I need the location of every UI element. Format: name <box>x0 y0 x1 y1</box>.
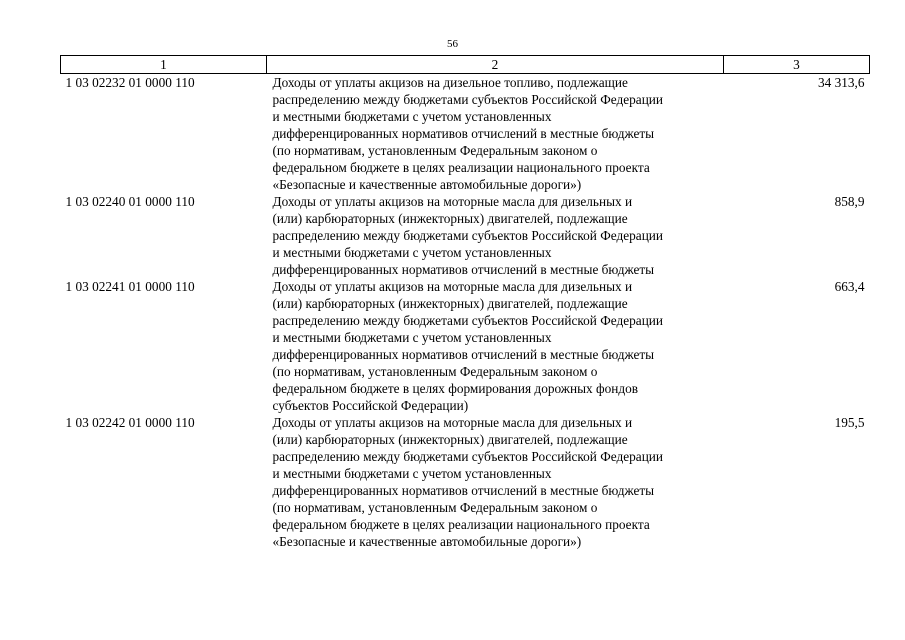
description-line: дифференцированных нормативов отчислений в местные бюджеты <box>272 483 655 498</box>
description-line: «Безопасные и качественные автомобильные дороги») <box>272 177 582 192</box>
description-line: распределению между бюджетами субъектов Российской Федерации <box>272 228 664 243</box>
revenue-code: 1 03 02240 01 0000 110 <box>65 194 195 209</box>
table-row <box>61 278 870 414</box>
budget-revenue-table <box>60 55 870 550</box>
revenue-amount: 195,5 <box>834 415 865 430</box>
description-line: и местными бюджетами с учетом установленных <box>272 109 552 124</box>
description-line: дифференцированных нормативов отчислений в местные бюджеты <box>272 126 655 141</box>
description-line: распределению между бюджетами субъектов Российской Федерации <box>272 313 664 328</box>
description-line: (или) карбюраторных (инжекторных) двигателей, подлежащие <box>272 432 628 447</box>
table-header-row <box>61 56 870 74</box>
description-line: субъектов Российской Федерации) <box>272 398 469 413</box>
description-line: Доходы от уплаты акцизов на моторные масла для дизельных и <box>272 279 633 294</box>
description-line: (по нормативам, установленным Федеральным законом о <box>272 500 598 515</box>
column-header-amount: 3 <box>724 56 870 74</box>
revenue-code: 1 03 02242 01 0000 110 <box>65 415 195 430</box>
description-line: распределению между бюджетами субъектов Российской Федерации <box>272 449 664 464</box>
description-line: «Безопасные и качественные автомобильные дороги») <box>272 534 582 549</box>
table-row <box>61 74 870 194</box>
revenue-amount: 34 313,6 <box>817 75 865 90</box>
description-line: дифференцированных нормативов отчислений в местные бюджеты <box>272 347 655 362</box>
revenue-description <box>267 74 724 194</box>
description-line: распределению между бюджетами субъектов Российской Федерации <box>272 92 664 107</box>
revenue-description <box>267 414 724 550</box>
table-row <box>61 414 870 550</box>
description-line: дифференцированных нормативов отчислений в местные бюджеты <box>272 262 655 277</box>
column-header-description: 2 <box>267 56 724 74</box>
description-line: Доходы от уплаты акцизов на дизельное топливо, подлежащие <box>272 75 628 90</box>
description-line: Доходы от уплаты акцизов на моторные масла для дизельных и <box>272 415 633 430</box>
revenue-amount: 858,9 <box>834 194 865 209</box>
revenue-amount: 663,4 <box>834 279 865 294</box>
description-line: федеральном бюджете в целях формирования дорожных фондов <box>272 381 639 396</box>
page-number: 56 <box>447 38 458 50</box>
description-line: и местными бюджетами с учетом установленных <box>272 330 552 345</box>
revenue-code: 1 03 02232 01 0000 110 <box>65 75 195 90</box>
description-line: и местными бюджетами с учетом установленных <box>272 466 552 481</box>
description-line: (или) карбюраторных (инжекторных) двигателей, подлежащие <box>272 211 628 226</box>
description-line: федеральном бюджете в целях реализации национального проекта <box>272 160 650 175</box>
description-line: (по нормативам, установленным Федеральным законом о <box>272 364 598 379</box>
revenue-description <box>267 193 724 278</box>
description-line: федеральном бюджете в целях реализации национального проекта <box>272 517 650 532</box>
table-row <box>61 193 870 278</box>
revenue-description <box>267 278 724 414</box>
description-line: (или) карбюраторных (инжекторных) двигателей, подлежащие <box>272 296 628 311</box>
description-line: (по нормативам, установленным Федеральным законом о <box>272 143 598 158</box>
column-header-code: 1 <box>61 56 267 74</box>
revenue-code: 1 03 02241 01 0000 110 <box>65 279 195 294</box>
description-line: и местными бюджетами с учетом установленных <box>272 245 552 260</box>
description-line: Доходы от уплаты акцизов на моторные масла для дизельных и <box>272 194 633 209</box>
